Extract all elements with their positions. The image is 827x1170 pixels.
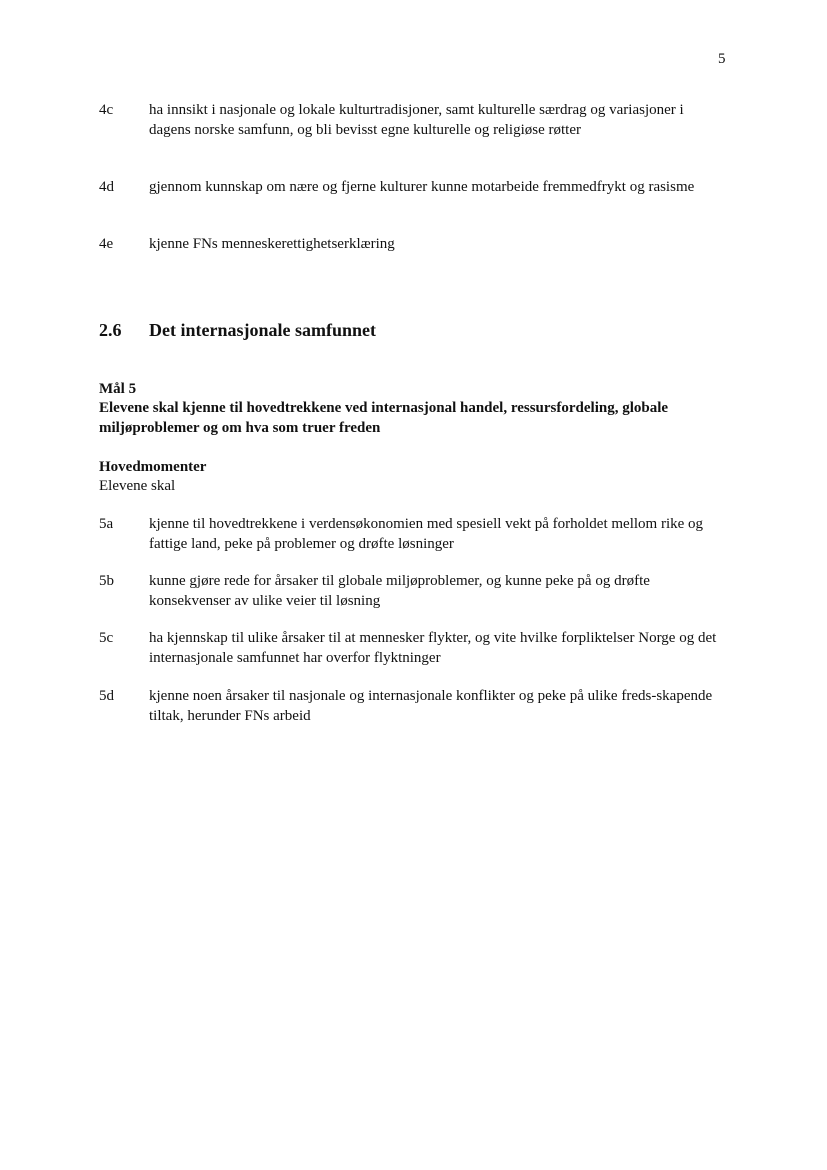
item-code: 5c [99,630,114,646]
main-points-intro: Elevene skal [99,478,176,494]
item-code: 4e [99,236,114,252]
item-text: ha kjennskap til ulike årsaker til at mennesker flykter, og vite hvilke forpliktelser Norge og det internasjonale samfunnet har overfor flyktninger [149,630,717,666]
main-points-heading: Hovedmomenter [99,459,207,475]
item-code: 5b [99,573,114,589]
item-code: 5a [99,516,114,532]
section-number: 2.6 [99,320,122,340]
item-text: kjenne noen årsaker til nasjonale og internasjonale konflikter og peke på ulike freds-skapende tiltak, herunder FNs arbeid [149,688,713,724]
goal-label: Mål 5 [99,381,137,397]
item-code: 4c [99,102,114,118]
page-number: 5 [718,51,726,67]
item-code: 4d [99,179,114,195]
item-text: kjenne til hovedtrekkene i verdensøkonomien med spesiell vekt på forholdet mellom rike og fattige land, peke på problemer og drøfte løsninger [149,516,704,552]
item-text: ha innsikt i nasjonale og lokale kulturtradisjoner, samt kulturelle særdrag og variasjoner i dagens norske samfunn, og bli bevisst egne kulturelle og religiøse røtter [149,102,684,138]
goal-text: Elevene skal kjenne til hovedtrekkene ved internasjonal handel, ressursfordeling, globale miljøproblemer og om hva som truer freden [99,400,669,436]
item-text: kjenne FNs menneskerettighetserklæring [149,236,395,252]
section-title: Det internasjonale samfunnet [149,320,376,340]
item-code: 5d [99,688,114,704]
item-text: gjennom kunnskap om nære og fjerne kulturer kunne motarbeide fremmedfrykt og rasisme [149,179,695,195]
section-heading [99,319,376,341]
item-text: kunne gjøre rede for årsaker til globale miljøproblemer, og kunne peke på og drøfte konsekvenser av ulike veier til løsning [149,573,650,609]
